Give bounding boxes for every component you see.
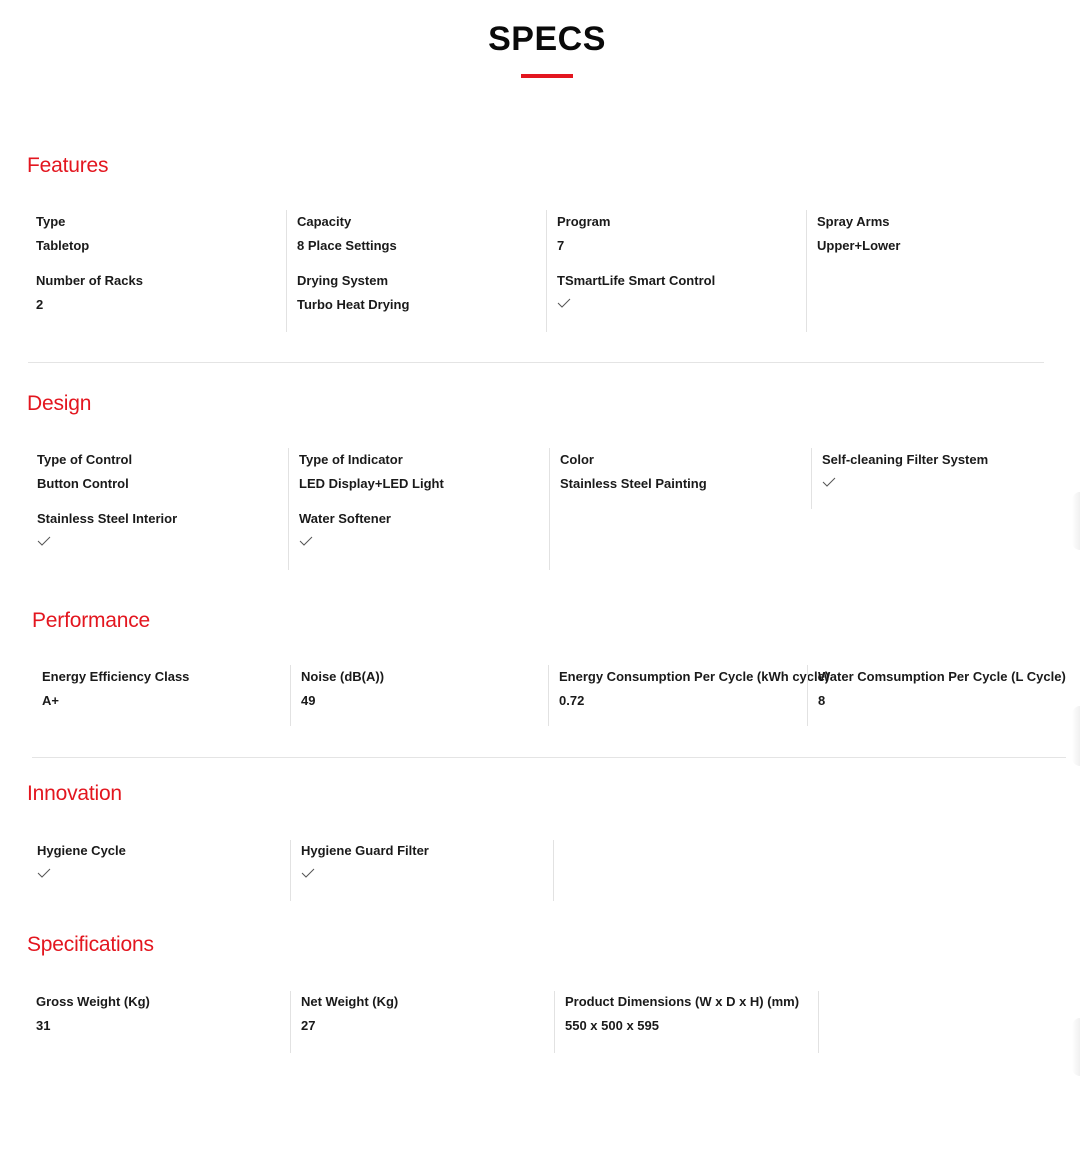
spec-item-product-dimensions: [565, 994, 815, 1034]
check-icon: [37, 535, 51, 547]
spec-label: Type of Indicator: [299, 452, 403, 467]
spec-column: [811, 448, 1061, 509]
spec-column: [286, 210, 546, 332]
spec-value: A+: [42, 693, 59, 708]
spec-item-capacity: [297, 214, 547, 254]
spec-item-hygiene-cycle: [37, 843, 287, 879]
spec-item-stainless-steel-interior: [37, 511, 287, 547]
spec-value: 49: [301, 693, 316, 708]
title-underline: [521, 74, 573, 78]
spec-item-gross-weight: [36, 994, 286, 1034]
spec-column: [288, 448, 549, 570]
spec-label: Noise (dB(A)): [301, 669, 385, 684]
spec-label: TSmartLife Smart Control: [557, 273, 716, 288]
spec-column: [818, 991, 829, 1053]
section-divider: [28, 362, 1044, 363]
spec-value: 31: [36, 1018, 51, 1033]
spec-label: Net Weight (Kg): [301, 994, 399, 1009]
spec-column: [553, 840, 564, 901]
section-divider: [32, 757, 1066, 758]
spec-value: 0.72: [559, 693, 585, 708]
spec-value: 7: [557, 238, 565, 253]
spec-value: 27: [301, 1018, 316, 1033]
spec-column: [26, 991, 290, 1053]
spec-label: Drying System: [297, 273, 389, 288]
spec-item-spray-arms: [817, 214, 1067, 254]
spec-value: Button Control: [37, 476, 129, 491]
spec-column: [554, 991, 818, 1053]
spec-item-type: [36, 214, 286, 254]
spec-item-net-weight: [301, 994, 551, 1034]
spec-value: 2: [36, 297, 44, 312]
spec-label: Hygiene Cycle: [37, 843, 126, 858]
spec-column: [806, 210, 1066, 332]
section-heading-features: Features: [27, 154, 109, 177]
spec-label: Type of Control: [37, 452, 133, 467]
spec-column: [548, 665, 830, 726]
spec-column: [27, 448, 288, 570]
spec-item-number-of-racks: [36, 273, 286, 313]
spec-label: Energy Efficiency Class: [42, 669, 190, 684]
section-heading-performance: Performance: [32, 609, 151, 632]
edge-shadow: [1072, 706, 1080, 766]
spec-item-water-consumption: [818, 669, 1068, 709]
page-title: SPECS: [488, 20, 606, 58]
spec-value: Upper+Lower: [817, 238, 901, 253]
spec-label: Product Dimensions (W x D x H) (mm): [565, 994, 800, 1009]
spec-item-drying-system: [297, 273, 547, 313]
check-icon: [299, 535, 313, 547]
spec-label: Energy Consumption Per Cycle (kWh cycle): [559, 669, 830, 684]
spec-value: Turbo Heat Drying: [297, 297, 410, 312]
spec-label: Stainless Steel Interior: [37, 511, 178, 526]
spec-value: 8: [818, 693, 826, 708]
section-heading-innovation: Innovation: [27, 782, 122, 805]
edge-shadow: [1072, 492, 1080, 550]
check-icon: [822, 476, 836, 488]
spec-item-type-of-indicator: [299, 452, 549, 492]
spec-label: Number of Racks: [36, 273, 143, 288]
spec-item-smart-control: [557, 273, 807, 309]
spec-column: [26, 210, 286, 332]
check-icon: [37, 867, 51, 879]
spec-label: Color: [560, 452, 594, 467]
spec-column: [32, 665, 290, 726]
spec-item-energy-efficiency-class: [42, 669, 292, 709]
spec-label: Capacity: [297, 214, 352, 229]
spec-item-energy-consumption: [559, 669, 830, 709]
spec-value: 550 x 500 x 595: [565, 1018, 659, 1033]
spec-label: Hygiene Guard Filter: [301, 843, 429, 858]
spec-label: Type: [36, 214, 66, 229]
spec-column: [807, 665, 1066, 726]
spec-item-noise: [301, 669, 551, 709]
spec-item-water-softener: [299, 511, 549, 547]
spec-item-color: [560, 452, 810, 492]
spec-column: [549, 448, 811, 570]
spec-label: Spray Arms: [817, 214, 890, 229]
spec-value: Tabletop: [36, 238, 90, 253]
spec-value: Stainless Steel Painting: [560, 476, 707, 491]
check-icon: [557, 297, 571, 309]
spec-label: Program: [557, 214, 611, 229]
check-icon: [301, 867, 315, 879]
section-heading-design: Design: [27, 392, 92, 415]
spec-column: [546, 210, 806, 332]
spec-column: [27, 840, 290, 901]
section-heading-specifications: Specifications: [27, 933, 154, 956]
spec-label: Self-cleaning Filter System: [822, 452, 989, 467]
spec-item-program: [557, 214, 807, 254]
spec-column: [290, 991, 554, 1053]
spec-item-self-cleaning-filter: [822, 452, 1072, 488]
spec-label: Gross Weight (Kg): [36, 994, 150, 1009]
spec-value: 8 Place Settings: [297, 238, 397, 253]
spec-column: [290, 665, 548, 726]
edge-shadow: [1072, 1018, 1080, 1076]
spec-label: Water Comsumption Per Cycle (L Cycle): [818, 669, 1066, 684]
spec-value: LED Display+LED Light: [299, 476, 444, 491]
spec-label: Water Softener: [299, 511, 391, 526]
spec-column: [290, 840, 553, 901]
spec-item-hygiene-guard-filter: [301, 843, 551, 879]
spec-item-type-of-control: [37, 452, 287, 492]
